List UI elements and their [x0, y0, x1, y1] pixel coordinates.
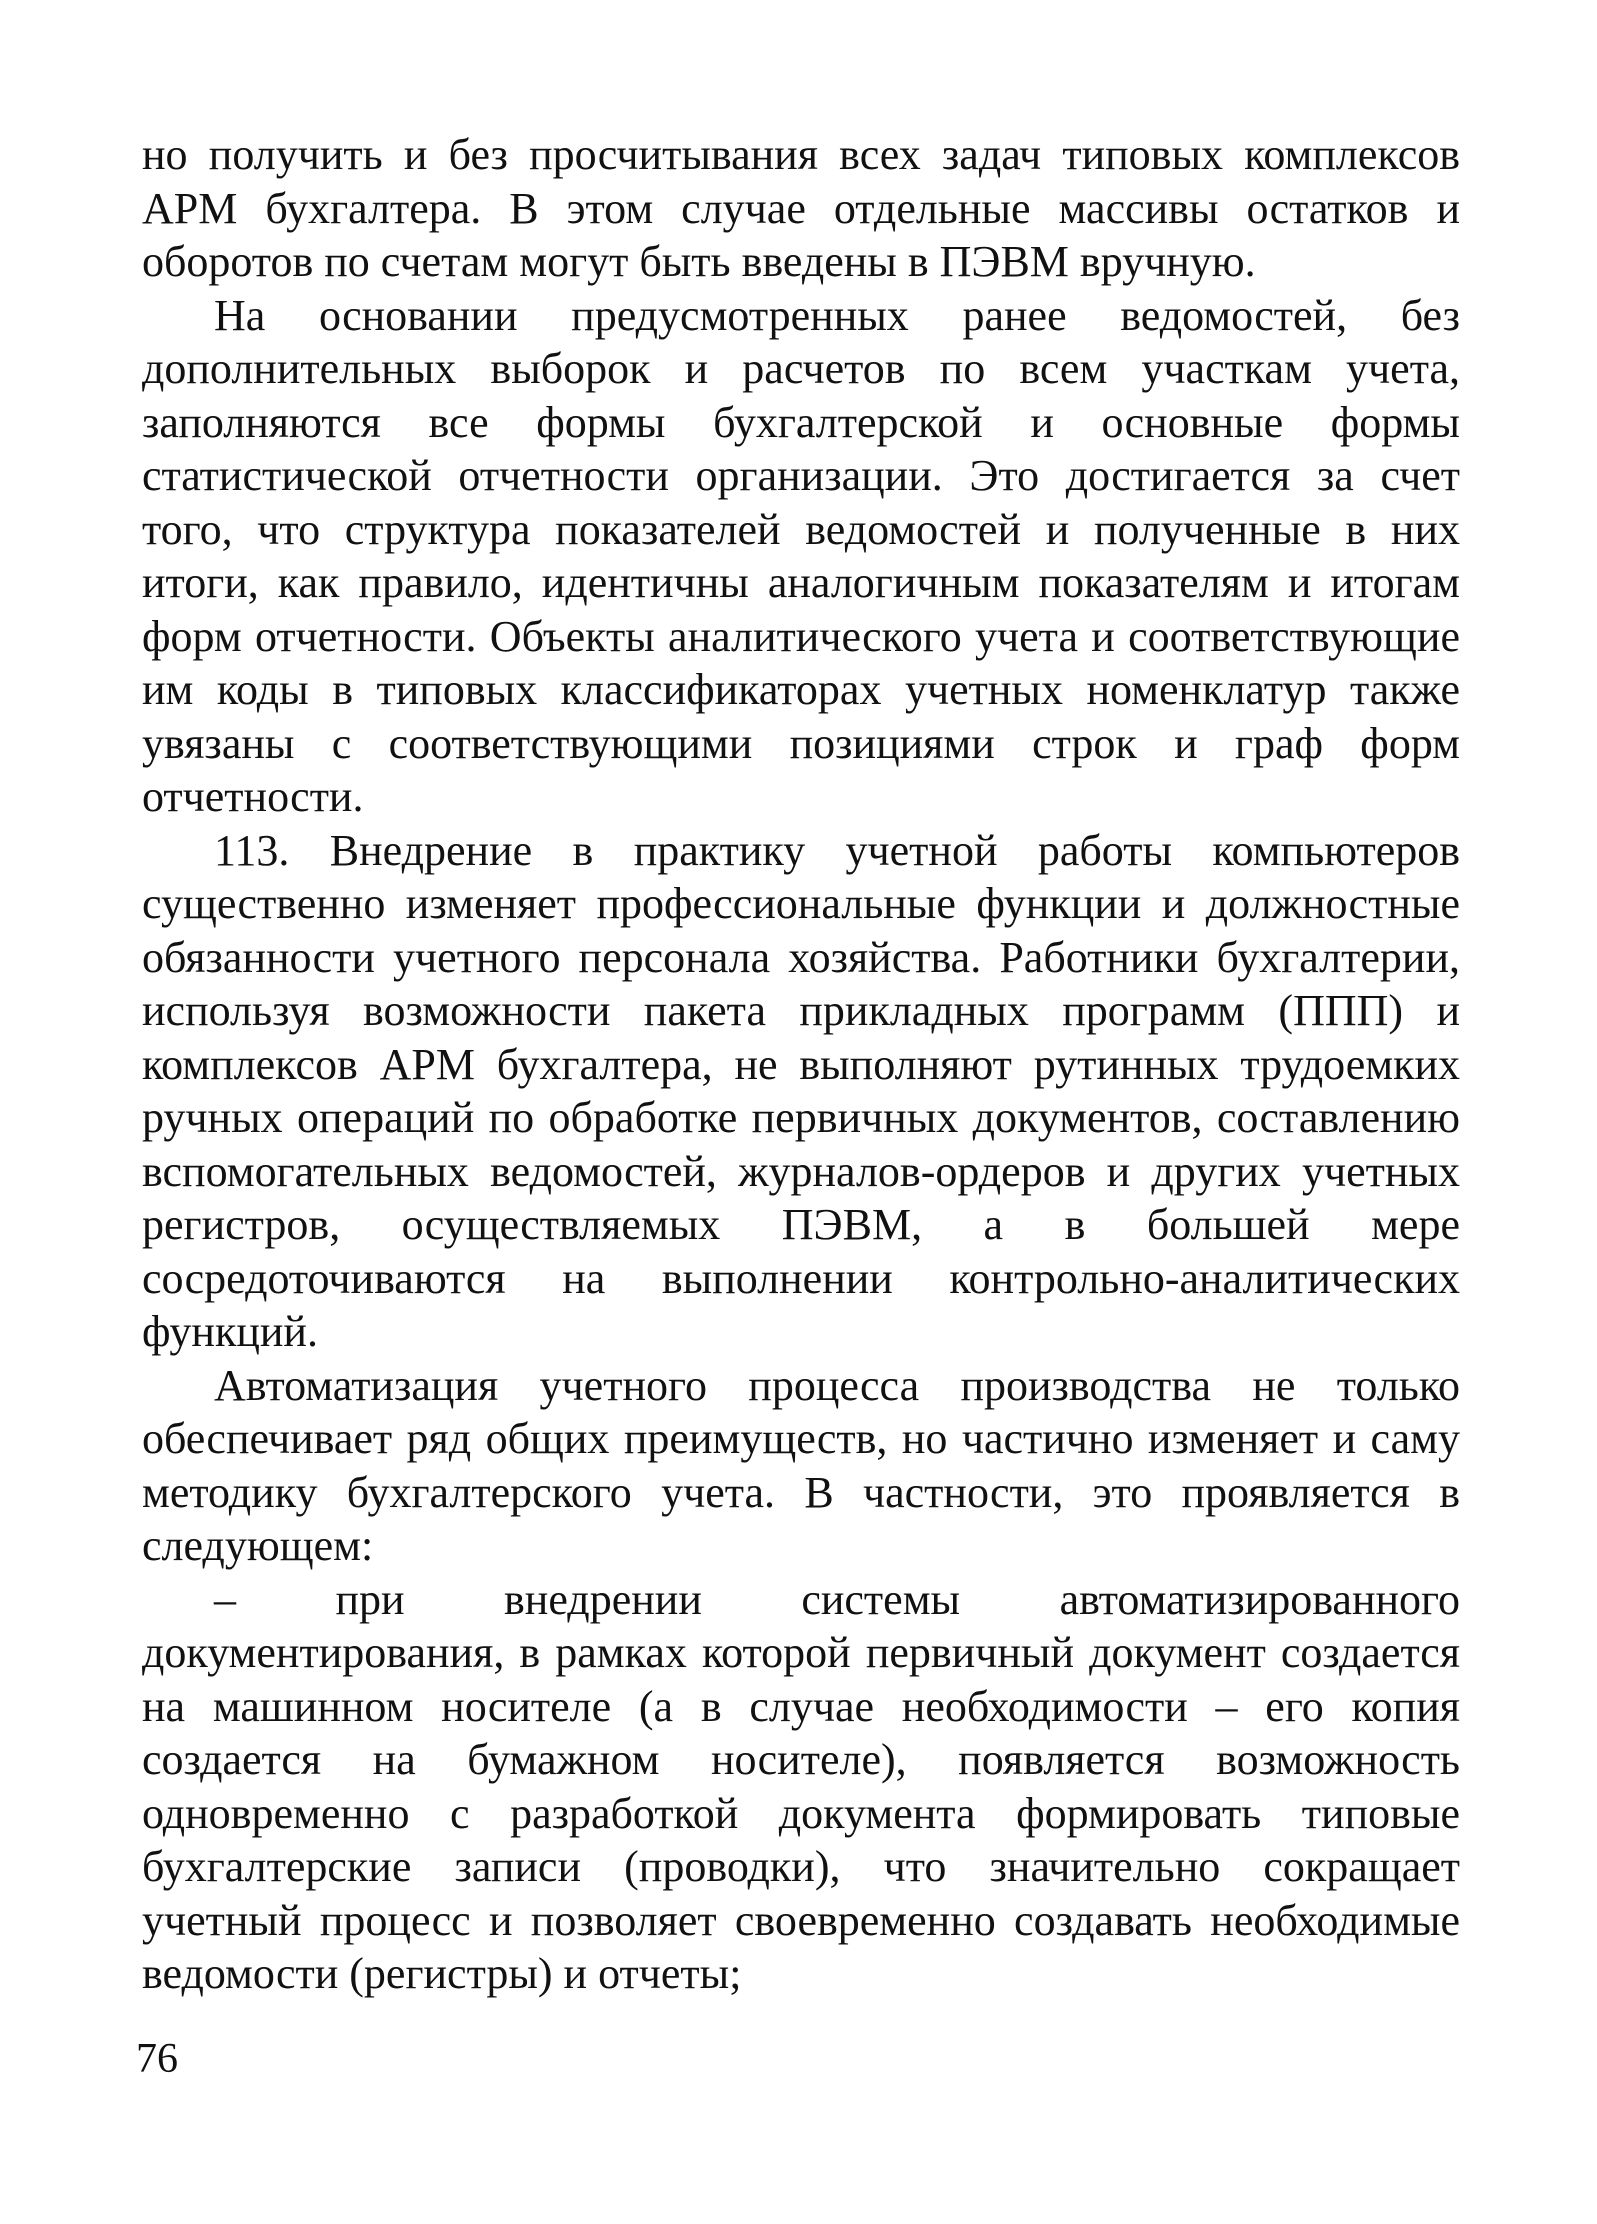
paragraph-reporting-forms: На основании предусмотренных ранее ведомостей, без дополнительных выборок и расчетов по всем участкам учета, заполняются все формы бухгалтерской и основные формы статистической отчетности организации. Это достигается за счет того, что структура показателей ведомостей и полученные в них итоги, как правило, идентичны аналогичным показателям и итогам форм отчетности. Объекты аналитического учета и соответствующие им коды в типовых классификаторах учетных номенклатур также увязаны с соответствующими позициями строк и граф форм отчетности. [142, 290, 1460, 821]
page-number: 76 [136, 2036, 178, 2082]
paragraph-automation: Автоматизация учетного процесса производства не только обеспечивает ряд общих преимуществ, но частично изменяет и саму методику бухгалтерского учета. В частности, это проявляется в следующем: [142, 1360, 1460, 1570]
paragraph-list-item: – при внедрении системы автоматизированного документирования, в рамках которой первичный документ создается на машинном носителе (а в случае необходимости – его копия создается на бумажном носителе), появляется возможность одновременно с разработкой документа формировать типовые бухгалтерские записи (проводки), что значительно сокращает учетный процесс и позволяет своевременно создавать необходимые ведомости (регистры) и отчеты; [142, 1574, 1460, 1998]
paragraph-113: 113. Внедрение в практику учетной работы компьютеров существенно изменяет профессиональные функции и должностные обязанности учетного персонала хозяйства. Работники бухгалтерии, используя возможности пакета прикладных программ (ППП) и комплексов АРМ бухгалтера, не выполняют рутинных трудоемких ручных операций по обработке первичных документов, составлению вспомогательных ведомостей, журналов-ордеров и других учетных регистров, осуществляемых ПЭВМ, а в большей мере сосредоточиваются на выполнении контрольно-аналитических функций. [142, 825, 1460, 1356]
paragraph-continuation: но получить и без просчитывания всех задач типовых комплексов АРМ бухгалтера. В этом случае отдельные массивы остатков и оборотов по счетам могут быть введены в ПЭВМ вручную. [142, 130, 1460, 286]
page-body [142, 128, 1460, 2001]
